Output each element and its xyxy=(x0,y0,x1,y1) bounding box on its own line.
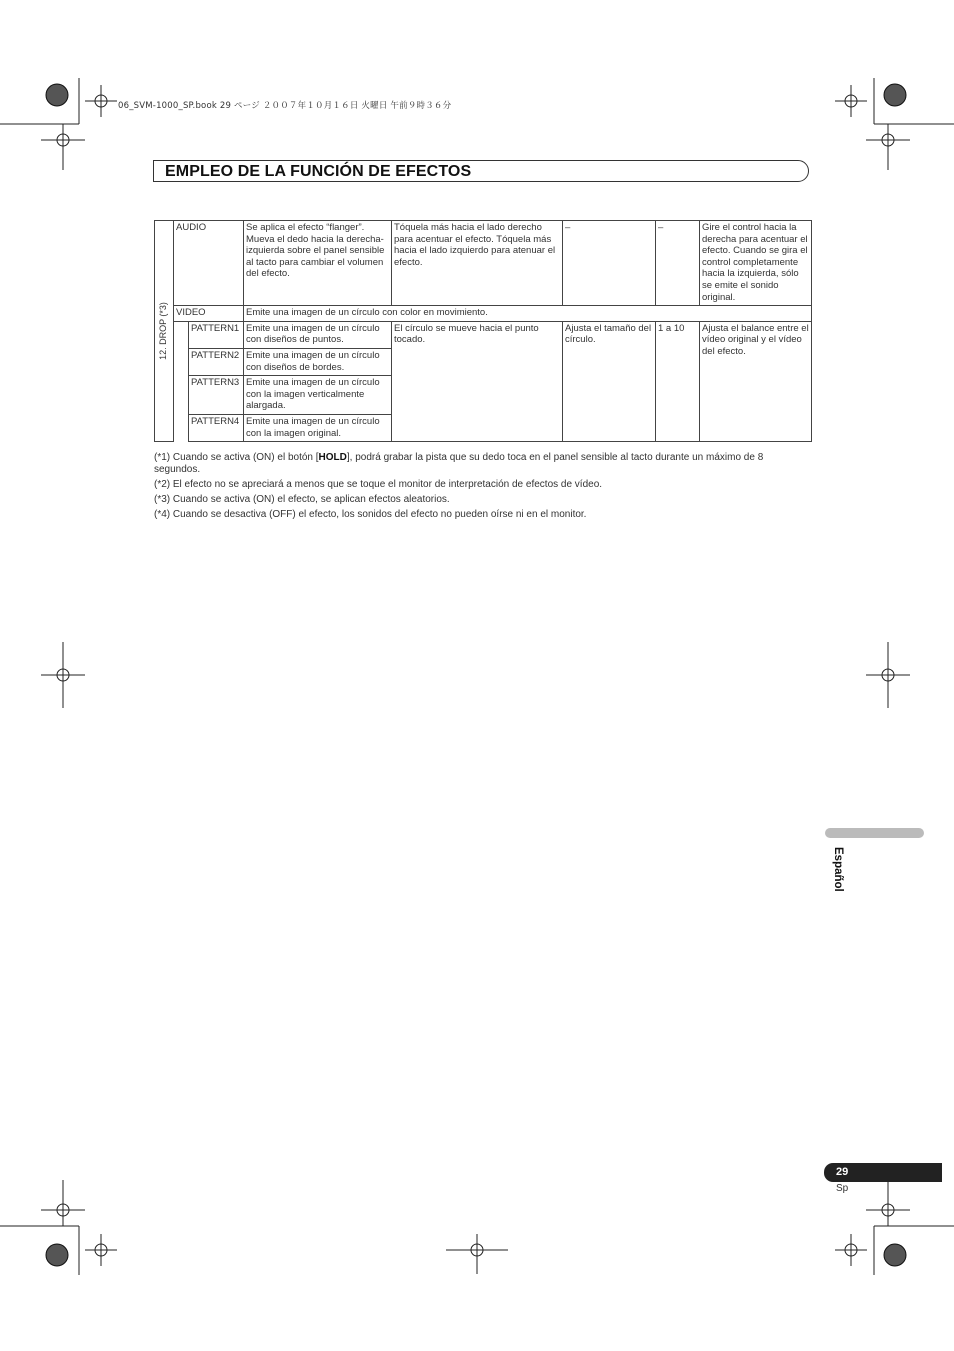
indent-cell xyxy=(174,321,189,441)
effect-name: AUDIO xyxy=(174,221,244,306)
file-header: 06_SVM-1000_SP.book 29 ページ ２００７年１０月１６日 火曜日 午前９時３６分 xyxy=(118,101,452,111)
language-label: Español xyxy=(832,847,844,892)
control-behavior: Ajusta el balance entre el vídeo original y el vídeo del efecto. xyxy=(700,321,812,441)
page-number: 29 xyxy=(836,1166,849,1178)
touch-behavior: Tóquela más hacia el lado derecho para acentuar el efecto. Tóquela más hacia el lado izquierdo para atenuar el efecto. xyxy=(392,221,563,306)
param-adjust: Ajusta el tamaño del círculo. xyxy=(563,321,656,441)
pattern-description: Emite una imagen de un círculo con diseños de puntos. xyxy=(244,321,392,348)
pattern-name: PATTERN1 xyxy=(189,321,244,348)
effect-description: Emite una imagen de un círculo con color en movimiento. xyxy=(244,306,812,322)
param-range: 1 a 10 xyxy=(656,321,700,441)
footnote-3: (*3) Cuando se activa (ON) el efecto, se aplican efectos aleatorios. xyxy=(154,494,450,506)
group-label: 12. DROP (*3) xyxy=(158,302,169,360)
table-row-pattern xyxy=(155,321,812,348)
group-label-cell xyxy=(155,221,174,442)
touch-behavior: El círculo se mueve hacia el punto tocado. xyxy=(392,321,563,441)
pattern-name: PATTERN3 xyxy=(189,376,244,415)
effect-name: VIDEO xyxy=(174,306,244,322)
footnotes xyxy=(154,452,811,524)
language-tab-strip xyxy=(825,828,924,838)
hold-button-label: HOLD xyxy=(318,452,347,463)
effect-description: Se aplica el efecto “flanger”. Mueva el dedo hacia la derecha-izquierda sobre el panel sensible al tacto para cambiar el volumen del efecto. xyxy=(244,221,392,306)
pattern-description: Emite una imagen de un círculo con la imagen verticalmente alargada. xyxy=(244,376,392,415)
footnote-1 xyxy=(154,452,811,477)
table-row-video xyxy=(155,306,812,322)
pattern-name: PATTERN4 xyxy=(189,414,244,441)
effects-table xyxy=(154,220,812,442)
section-title-bar xyxy=(153,160,809,182)
footnote-2: (*2) El efecto no se apreciará a menos que se toque el monitor de interpretación de efectos de vídeo. xyxy=(154,479,603,491)
control-behavior: Gire el control hacia la derecha para acentuar el efecto. Cuando se gira el control completamente hacia la izquierda, sólo se emite el sonido original. xyxy=(700,221,812,306)
footnote-4: (*4) Cuando se desactiva (OFF) el efecto, los sonidos del efecto no pueden oírse ni en el monitor. xyxy=(154,509,587,521)
page-language-code: Sp xyxy=(836,1183,849,1194)
param-range: – xyxy=(656,221,700,306)
footnote-1-text: (*1) Cuando se activa (ON) el botón [ xyxy=(154,452,319,463)
pattern-description: Emite una imagen de un círculo con diseños de bordes. xyxy=(244,348,392,375)
footnote-1-text-end: ], podrá grabar la pista que su dedo toca en el panel sensible al tacto durante un máximo de 8 segundos. xyxy=(154,452,764,476)
section-title: EMPLEO DE LA FUNCIÓN DE EFECTOS xyxy=(165,163,472,180)
pattern-description: Emite una imagen de un círculo con la imagen original. xyxy=(244,414,392,441)
pattern-name: PATTERN2 xyxy=(189,348,244,375)
table-row-audio xyxy=(155,221,812,306)
param-adjust: – xyxy=(563,221,656,306)
